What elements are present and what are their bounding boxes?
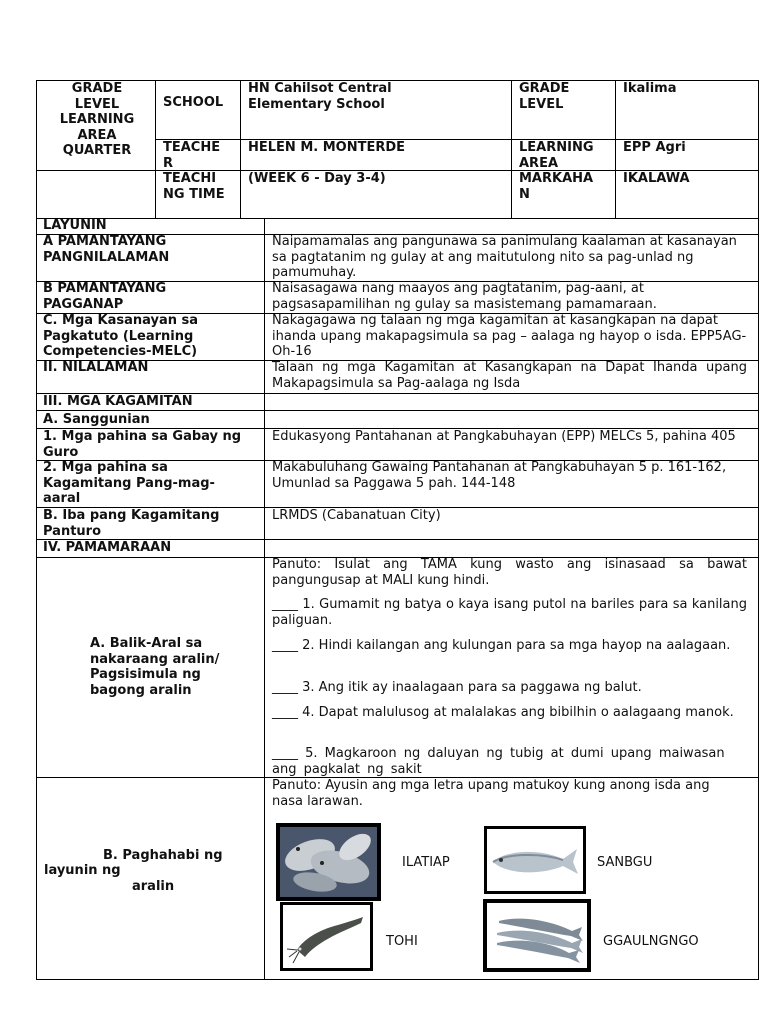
school-label: SCHOOL <box>163 95 224 110</box>
balik-aral-item-3: ____ 3. Ang itik ay inaalagaan para sa paggawa ng balut. <box>272 680 642 695</box>
kagamitang-label: 2. Mga pahina sa Kagamitang Pang-mag-aaral <box>43 460 215 506</box>
balik-aral-label: A. Balik-Aral sa nakaraang aralin/ Pagsisimula ng bagong aralin <box>90 636 220 698</box>
bangus-fish-photo-icon <box>484 826 586 894</box>
learning-area-label: LEARNING AREA <box>519 140 594 171</box>
galunggong-fish-photo-icon <box>483 899 591 972</box>
kasanayan-text: Nakagagawa ng talaan ng mga kagamitan at kasangkapan na dapat ihanda upang makapagsimula sa pag – aalaga ng hayop o isda. EPP5AG-Oh-16 <box>272 313 747 359</box>
gabay-label: 1. Mga pahina sa Gabay ng Guro <box>43 429 242 460</box>
iba-label: B. Iba pang Kagamitang Panturo <box>43 508 220 539</box>
fish-word-tohi: TOHI <box>386 934 418 949</box>
sanggunian-heading: A. Sanggunian <box>43 412 150 427</box>
paghahabi-panuto: Panuto: Ayusin ang mga letra upang matukoy kung anong isda ang nasa larawan. <box>272 778 710 809</box>
pamantayang-pagganap-text: Naisasagawa nang maayos ang pagtatanim, pag-aani, at pagsasapamilihan ng gulay sa masistemang pamamaraan. <box>272 281 657 312</box>
kagamitang-text: Makabuluhang Gawaing Pantahanan at Pangkabuhayan 5 p. 161-162, Umunlad sa Paggawa 5 pah. 144-148 <box>272 460 727 491</box>
kasanayan-label: C. Mga Kasanayan sa Pagkatuto (Learning Competencies-MELC) <box>43 313 199 359</box>
nilalaman-text: Talaan ng mga Kagamitan at Kasangkapan na Dapat Ihanda upang Makapagsimula sa Pag-aalaga ng Isda <box>272 360 747 391</box>
balik-aral-panuto: Panuto: Isulat ang TAMA kung wasto ang isinasaad sa bawat pangungusap at MALI kung hindi. <box>272 557 747 588</box>
layunin-heading: LAYUNIN <box>43 218 107 233</box>
fish-word-ilatiap: ILATIAP <box>402 855 450 870</box>
paghahabi-label-line1: B. Paghahabi ng <box>103 848 223 863</box>
gabay-text: Edukasyong Pantahanan at Pangkabuhayan (EPP) MELCs 5, pahina 405 <box>272 429 736 444</box>
hito-catfish-photo-icon <box>280 902 373 971</box>
iba-text: LRMDS (Cabanatuan City) <box>272 508 441 523</box>
teacher-name: HELEN M. MONTERDE <box>248 140 406 155</box>
grade-level-learning-area-quarter-label: GRADE LEVEL LEARNING AREA QUARTER <box>59 81 135 158</box>
pamantayang-pangnilalaman-label: A PAMANTAYANG PANGNILALAMAN <box>43 234 170 265</box>
balik-aral-item-2: ____ 2. Hindi kailangan ang kulungan para sa mga hayop na aalagaan. <box>272 638 731 653</box>
grade-level-value: Ikalima <box>623 81 677 96</box>
school-name: HN Cahilsot Central Elementary School <box>248 81 392 112</box>
grade-level-label: GRADE LEVEL <box>519 81 570 112</box>
fish-word-sanbgu: SANBGU <box>597 855 653 870</box>
balik-aral-item-5: ____ 5. Magkaroon ng daluyan ng tubig at dumi upang maiwasan ang pagkalat ng sakit <box>272 746 725 777</box>
balik-aral-item-4: ____ 4. Dapat malulusog at malalakas ang bibilhin o aalagaang manok. <box>272 705 734 720</box>
teaching-time-value: (WEEK 6 - Day 3-4) <box>248 171 386 186</box>
teacher-label: TEACHE R <box>163 140 221 171</box>
markahan-label: MARKAHA N <box>519 171 594 202</box>
kagamitan-heading: III. MGA KAGAMITAN <box>43 394 193 409</box>
pamamaraan-heading: IV. PAMAMARAAN <box>43 540 172 555</box>
paghahabi-label-line3: aralin <box>132 879 175 894</box>
paghahabi-label-line2: layunin ng <box>44 863 121 878</box>
learning-area-value: EPP Agri <box>623 140 686 155</box>
nilalaman-label: II. NILALAMAN <box>43 360 149 375</box>
markahan-value: IKALAWA <box>623 171 690 186</box>
teaching-time-label: TEACHI NG TIME <box>163 171 225 202</box>
balik-aral-item-1: ____ 1. Gumamit ng batya o kaya isang putol na bariles para sa kanilang paliguan. <box>272 597 747 628</box>
fish-word-ggaulngngo: GGAULNGNGO <box>603 934 699 949</box>
pamantayang-pagganap-label: B PAMANTAYANG PAGGANAP <box>43 281 167 312</box>
pamantayang-pangnilalaman-text: Naipamamalas ang pangunawa sa panimulang kaalaman at kasanayan sa pagtatanim ng gulay at ang maitutulong nito sa pag-unlad ng pamumuhay. <box>272 234 737 280</box>
tilapia-fish-photo-icon <box>276 823 381 901</box>
